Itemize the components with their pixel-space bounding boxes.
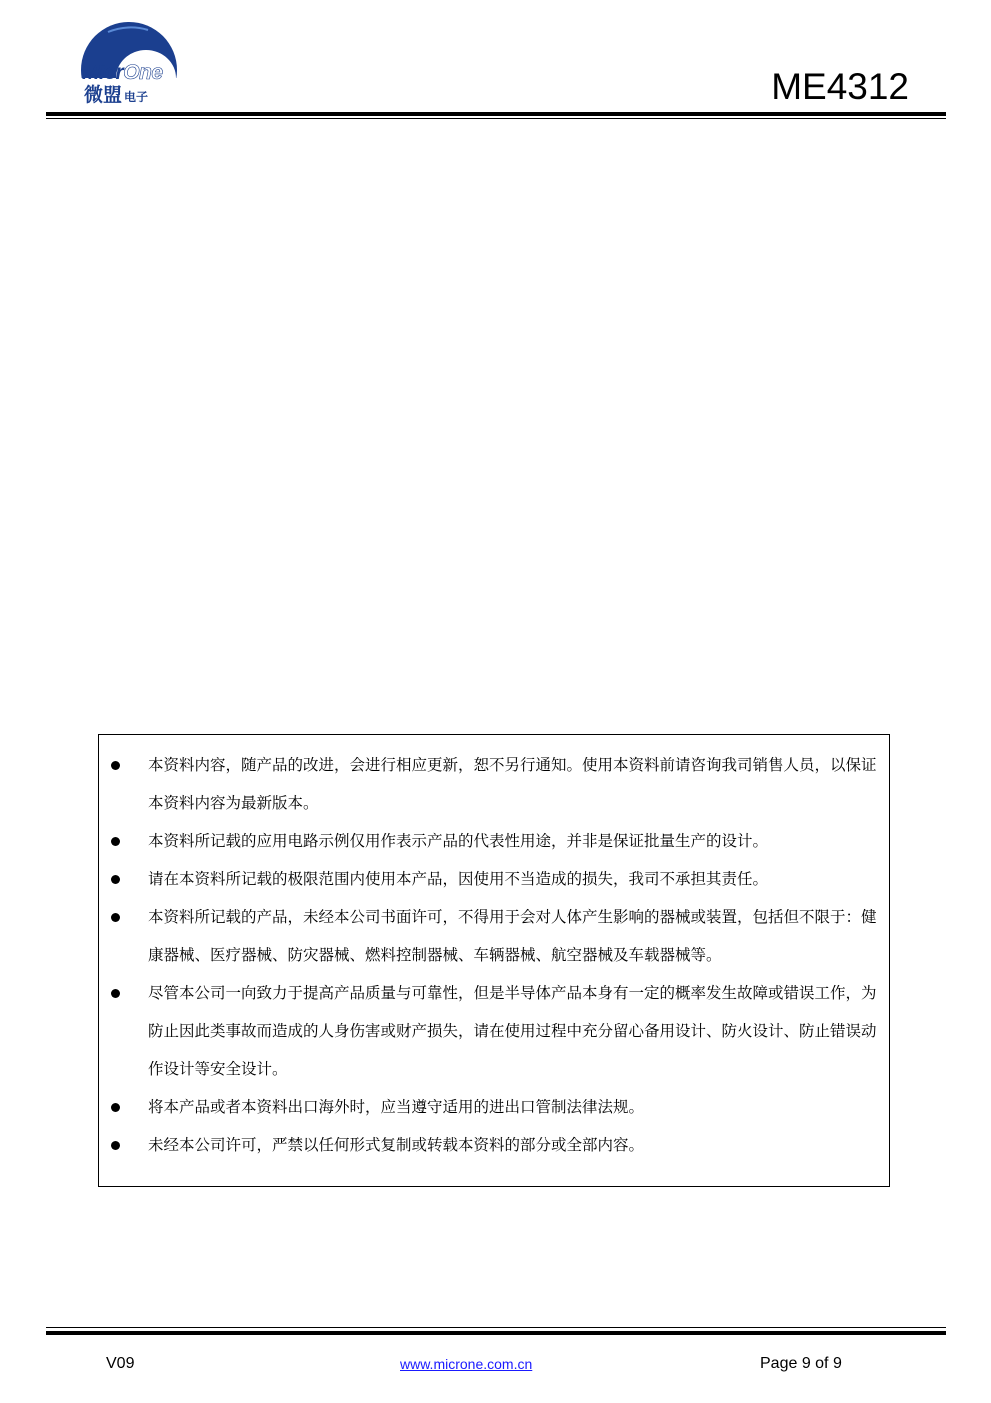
bullet-icon bbox=[111, 761, 120, 770]
bullet-icon bbox=[111, 989, 120, 998]
disclaimer-item: 将本产品或者本资料出口海外时，应当遵守适用的进出口管制法律法规。 bbox=[99, 1088, 889, 1126]
disclaimer-item: 未经本公司许可，严禁以任何形式复制或转载本资料的部分或全部内容。 bbox=[99, 1126, 889, 1164]
header-rule-thick bbox=[46, 112, 946, 116]
bullet-icon bbox=[111, 1141, 120, 1150]
footer-rule-thin bbox=[46, 1327, 946, 1328]
document-version: V09 bbox=[106, 1355, 135, 1372]
disclaimer-item: 本资料内容，随产品的改进，会进行相应更新，恕不另行通知。使用本资料前请咨询我司销售人员，以保证本资料内容为最新版本。 bbox=[99, 746, 889, 822]
logo-chinese-name: 微盟 电子 bbox=[84, 84, 149, 106]
disclaimer-item: 请在本资料所记载的极限范围内使用本产品，因使用不当造成的损失，我司不承担其责任。 bbox=[99, 860, 889, 898]
logo-wordmark: MicrOne bbox=[82, 61, 163, 84]
company-logo bbox=[78, 20, 188, 110]
disclaimer-item: 本资料所记载的应用电路示例仅用作表示产品的代表性用途，并非是保证批量生产的设计。 bbox=[99, 822, 889, 860]
document-title: ME4312 bbox=[771, 66, 909, 107]
disclaimer-item: 尽管本公司一向致力于提高产品质量与可靠性，但是半导体产品本身有一定的概率发生故障或错误工作，为防止因此类事故而造成的人身伤害或财产损失，请在使用过程中充分留心备用设计、防火设计、防止错误动作设计等安全设计。 bbox=[99, 974, 889, 1088]
bullet-icon bbox=[111, 837, 120, 846]
company-website-link[interactable]: www.microne.com.cn bbox=[400, 1356, 533, 1372]
header-rule-thin bbox=[46, 118, 946, 119]
disclaimer-list bbox=[99, 735, 889, 1164]
bullet-icon bbox=[111, 1103, 120, 1112]
bullet-icon bbox=[111, 913, 120, 922]
footer-rule-thick bbox=[46, 1331, 946, 1335]
bullet-icon bbox=[111, 875, 120, 884]
page-number: Page 9 of 9 bbox=[760, 1355, 842, 1372]
disclaimer-item: 本资料所记载的产品，未经本公司书面许可，不得用于会对人体产生影响的器械或装置，包括但不限于：健康器械、医疗器械、防灾器械、燃料控制器械、车辆器械、航空器械及车载器械等。 bbox=[99, 898, 889, 974]
disclaimer-box bbox=[98, 734, 890, 1187]
